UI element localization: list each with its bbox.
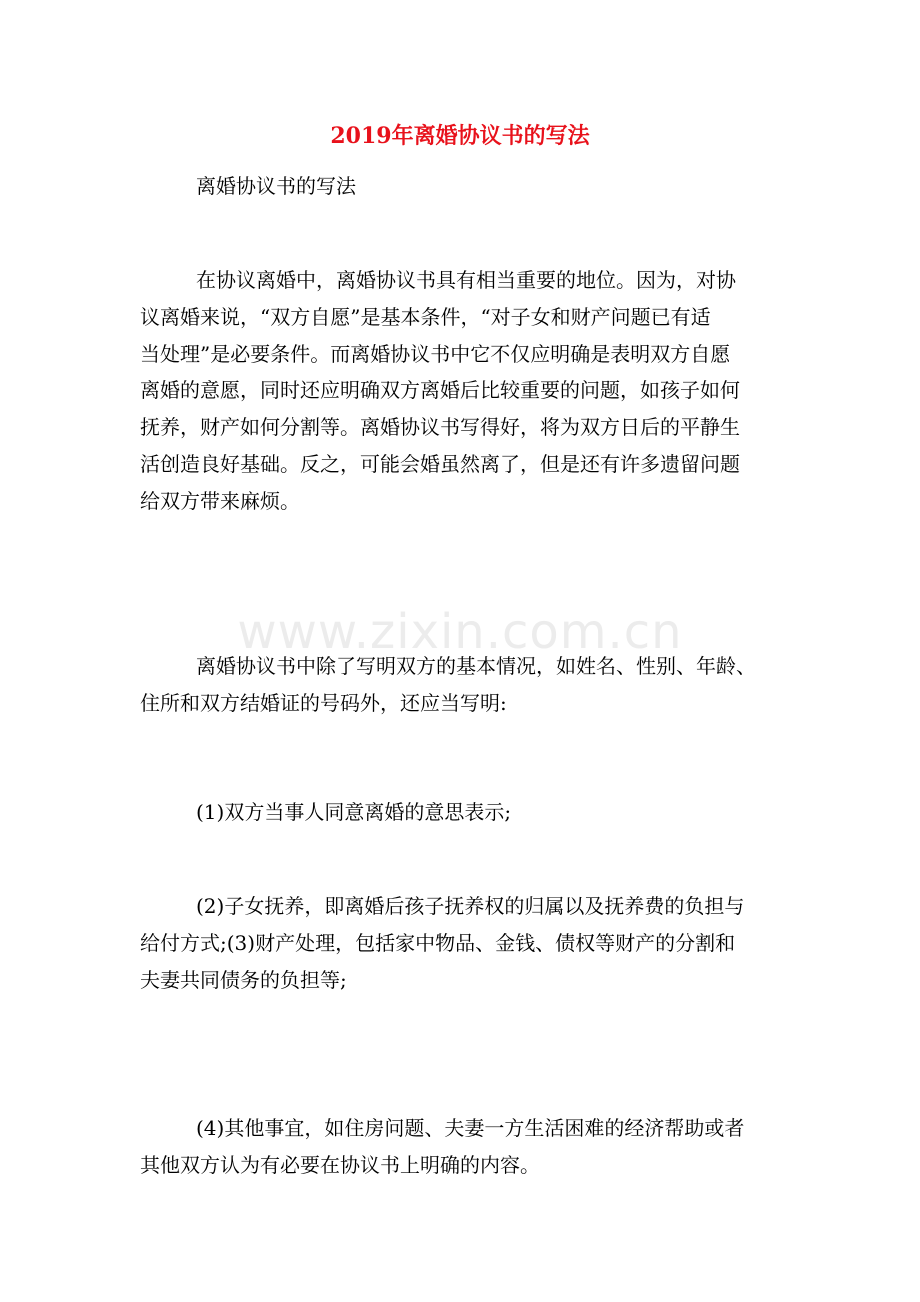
- document-subtitle: 离婚协议书的写法: [196, 174, 356, 198]
- paragraph-item-1: [140, 794, 790, 831]
- paragraph-line: 活创造良好基础。反之，可能会婚虽然离了，但是还有许多遗留问题: [140, 451, 740, 476]
- paragraph-item-2-3: [140, 888, 790, 998]
- paragraph-line: 离婚的意愿，同时还应明确双方离婚后比较重要的问题，如孩子如何: [140, 378, 740, 403]
- document-title: 2019年离婚协议书的写法: [330, 123, 590, 149]
- paragraph-line: (2)子女抚养，即离婚后孩子抚养权的归属以及抚养费的负担与: [196, 894, 745, 918]
- paragraph-line: 给付方式;(3)财产处理，包括家中物品、金钱、债权等财产的分割和: [140, 930, 736, 955]
- paragraph-line: 议离婚来说，“双方自愿”是基本条件，“对子女和财产问题已有适: [140, 304, 711, 329]
- paragraph-item-4: [140, 1110, 790, 1184]
- watermark-text: www.zixin.com.cn: [237, 604, 683, 660]
- paragraph-line: 当处理”是必要条件。而离婚协议书中它不仅应明确是表明双方自愿: [140, 341, 731, 366]
- paragraph-line: (4)其他事宜，如住房问题、夫妻一方生活困难的经济帮助或者: [196, 1116, 745, 1140]
- paragraph-line: 其他双方认为有必要在协议书上明确的内容。: [140, 1152, 540, 1177]
- paragraph-line: 夫妻共同债务的负担等;: [140, 967, 347, 992]
- paragraph-intro: [140, 262, 790, 520]
- paragraph-line: 离婚协议书中除了写明双方的基本情况，如姓名、性别、年龄、: [196, 654, 756, 678]
- paragraph-line: 抚养，财产如何分割等。离婚协议书写得好，将为双方日后的平静生: [140, 415, 740, 440]
- paragraph-line: 在协议离婚中，离婚协议书具有相当重要的地位。因为，对协: [196, 268, 736, 292]
- paragraph-line: 住所和双方结婚证的号码外，还应当写明:: [140, 690, 507, 715]
- paragraph-requirements: [140, 648, 790, 722]
- paragraph-line: (1)双方当事人同意离婚的意思表示;: [196, 800, 512, 824]
- paragraph-line: 给双方带来麻烦。: [140, 488, 300, 513]
